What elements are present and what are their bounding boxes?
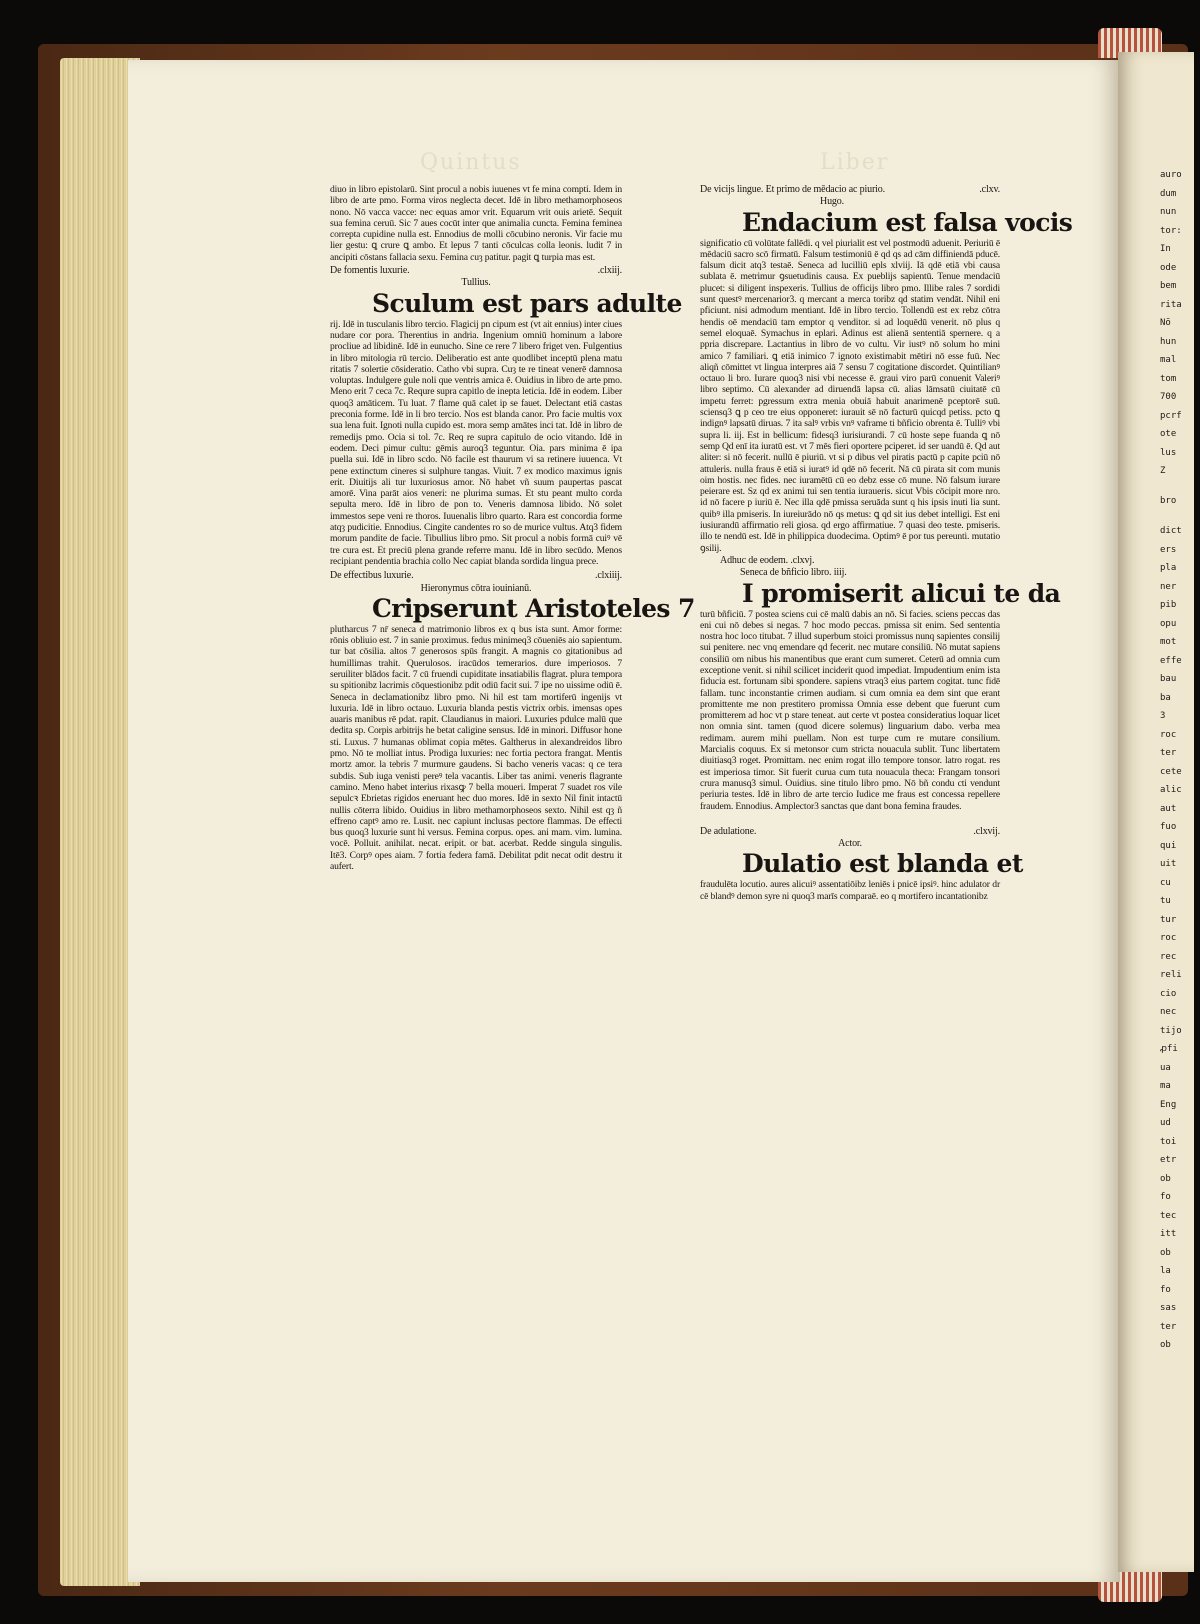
recto-text-fragment: ob xyxy=(1160,1340,1171,1350)
paragraph-adulatione: fraudulēta locutio. aures alicuiꝰ assentatiōibz leniēs i pnicē ipsiꝰ. hinc adulator dr cē blandꝰ demon syre ni quoq3 marīs comparaē. eo q mortifero incantationibz xyxy=(700,879,1000,902)
recto-text-fragment: fo xyxy=(1160,1284,1171,1295)
recto-text-fragment: ers xyxy=(1160,544,1177,555)
recto-text-fragment: roc xyxy=(1160,933,1177,943)
recto-text-fragment: 700 xyxy=(1160,392,1177,402)
recto-text-fragment: fuo xyxy=(1160,822,1177,832)
paragraph-mendacio: significatio cū volūtate fallēdi. q vel piurialit est vel postmodū aduenit. Periuriū ē mēdaciū sacro scō firmatū. Falsum testimoniū ē qd qs ad cām diffiniendā pducē. falsum dicit atq3 testaē. Seneca ad lucilliū epls xlviij. Iā qdē etiā vbi causa sublata ē. metrimur ꝯsuetudinis causa. Ex pueblijs sapientū. Tenue mendaciū plucet: si diligent inspexeris. Tullius de officijs libro pmo. Illibe rales 7 sordidi sunt questꝰ mercenarior3. q mercant a merca toribz qd statim vendāt. Nihil eni pficiunt. nisi admodum mentiant. Idē in libro tercio. Tollendū est ex rebz cōtra hendis oē mendaciū tam emptor q venditor. si ad loquēdū venerit. nō plus q semel eloquaē. Symachus in eplari. Adinus est alienā sententiā spernere. q a ppria discrepare. Lactantius in libro de vo cultu. Vir iustꝰ nō solum ho mini amico 7 familiari. ꝗ etiā inimico 7 ignoto existimabit mētiri nō esse fuū. Nec aliqñ cōmittet vt lingua interpres aiā 7 sensu 7 cogitatione discordet. Quintilianꝰ octauo li bro. Iurare quoq3 nisi vbi necesse ē. graui viro parū conuenit Valeriꝰ libro septimo. Cū alexander ad diruendā lapsa cū. alias lāmsatū ciuitatē cū impetu ferret: pgressum extra menia obuiā habuit anarimenē pceptorē suū. sciensq3 ꝗ p ceo tre eius opponeret: iurauit sē nō facturū quicqd petiss. pcto ꝗ indignꝰ lapsatū diruas. 7 ita salꝰ vrbis vnꝰ vaframe ti bñficio obrenta ē. Tulliꝰ vbi supra li. iij. Est in bellicum: fidesq3 iurisiurandi. 7 cū hoste sepe fuanda ꝗ nō semp Qd enī ita iuratū est. vt 7 mēs fieri oportere pciperet. id ser uandū ē. Qd aut aliter: si nō fecerit. nullū ē piuriū. vt si p dibus vel piratis pactū p capite pciū nō attuleris. nulla fraus ē etiā si iuratꝰ id qdē nō fecerit. Nā cū pirata sit com munis oim hostis. nec fides. nec iuramētū cū eo debz esse cō mune. Nō falsum iurare peierare est. Sz qd ex animi tui sen tentia iuraueris. sicut Vbis cōcipit more nro. id nō facere p iuriū ē. Nec illa qdē pmissa seruāda sunt q his ipsis inuti lia sunt. quibꝰ illa pmiseris. In iureiurādo nō qs metus: ꝗ qd sit ius debet intelligi. Est eni iusiurandū affirmatio reli giosa. qd ergo affirmatiue. 7 quasi deo teste. pmiseris. illo te nendū est. Idē in philippica duodecima. Optimꝰ ē por tus pereunti. mutatio ꝯsilij. xyxy=(700,237,1000,554)
author-hugo: Hugo. xyxy=(820,196,844,208)
recto-text-fragment: nec xyxy=(1160,1007,1177,1017)
recto-text-fragment: opu xyxy=(1160,618,1177,629)
recto-text-fragment: ba xyxy=(1160,692,1171,703)
recto-text-fragment: la xyxy=(1160,1266,1171,1276)
recto-text-fragment: tom xyxy=(1160,373,1177,384)
rubric-number: .clxiij. xyxy=(597,265,622,277)
heading-mendacium: Endacium est falsa vocis xyxy=(742,207,1073,237)
recto-text-fragment: tijo xyxy=(1160,1025,1182,1036)
recto-text-fragment: rita xyxy=(1160,299,1182,310)
recto-text-fragment: dict xyxy=(1160,526,1182,536)
recto-text-fragment: toi xyxy=(1160,1136,1177,1147)
rubric-title: De fomentis luxurie. xyxy=(330,265,410,277)
recto-text-fragment: bem xyxy=(1160,281,1177,291)
recto-text-fragment: Z xyxy=(1160,466,1166,476)
recto-text-fragment: dum xyxy=(1160,188,1177,199)
recto-text-fragment: fo xyxy=(1160,1192,1171,1202)
recto-text-fragment: mal xyxy=(1160,355,1177,365)
recto-text-fragment: In xyxy=(1160,244,1171,254)
recto-text-fragment: auro xyxy=(1160,170,1182,180)
right-text-column xyxy=(700,184,1073,902)
recto-text-fragment: ter xyxy=(1160,1321,1177,1332)
author-hieronymus: Hieronymus cōtra iouinianū. xyxy=(420,582,532,594)
recto-text-fragment: ob xyxy=(1160,1173,1171,1184)
paragraph-fomentis: rij. Idē in tusculanis libro tercio. Flagicij pn cipum est (vt ait ennius) inter ciues nudare cor pora. Therentius in andria. Ingenium omniū hominum a labore procliue ad libidinē. Idē in eunucho. Sine ce rere 7 libero friget ven. Fulgentius in libro mitologia rū tercio. Deliberatio est ante quodlibet inceptū plena matu ritatis 7 solertie cōsideratio. Catho vbi supra. Cuȝ te re tineat venerē damnosa voluptas. Indulgere gule noli que ventris amica ē. Ouidius in libro de arte pmo. Meno erit 7 ceca 7c. Requre supra capitlo de inepta leticia. Idē in eodem. Liber quoq3 amāticem. Tu luat. 7 flame quā calet ip se fauet. Delectant etiā castas preconia forme. Idē in li bro tercio. Nos est blanda canor. Pro facie multis vox sua lena fuit. Ignoti nulla cupido est. mora semp amātes inci tat. Idē in libro de remedijs pmo. Ocia si tol. 7c. Req re supra capitulo de ocio vitando. Idē in eodem. Deci pimur cultu: gēmis auroq3 teguntur. Oia. pars minima ē ipa puella sui. Idē in libro scdo. Nō facile est thaurum vi sa retinere iuuenca. Vt pene extinctum cineres si sulphure tangas. Viuit. 7 ex modico maximus ignis erit. Diuitijs ali tur luxuriosus amor. Nō habet vñ suum paupertas pascat amorē. Vina parāt aios veneri: ne plurima sumas. Et stu peant multo corda sepulta mero. Idē in libro de pon to. Veneris damnosa libido. Nō solet immestos sepe veni re thoros. Iuuenalis libro quarto. Rara est concordia forme atqȝ pudicitie. Ennodius. Cingite candentes ro so de murice vultus. Atq3 fidem morum pandite de facie. Tibullius libro pmo. Sit procul a nobis formā cuiꝰ vē tre cura est. Et preciū plena grande referre manu. Idē in libro secūdo. Menos recipiant pendentia brachia collo Nec capiat blanda sordida lingua prece. xyxy=(330,318,622,567)
recto-text-fragment: uit xyxy=(1160,859,1177,869)
author-tullius: Tullius. xyxy=(461,277,491,289)
chapter-rubric-fomentis xyxy=(330,265,622,276)
author-seneca: Seneca de bñficio libro. iiij. xyxy=(740,567,847,579)
recto-text-fragment: lus xyxy=(1160,447,1177,458)
recto-text-fragment: effe xyxy=(1160,655,1182,666)
recto-text-fragment: alic xyxy=(1160,785,1182,795)
recto-text-fragment: qui xyxy=(1160,840,1177,851)
recto-text-fragment: tur xyxy=(1160,914,1177,925)
recto-text-fragment: tor: xyxy=(1160,225,1182,236)
recto-text-fragment: Eng xyxy=(1160,1099,1177,1110)
recto-text-fragment: reli xyxy=(1160,970,1182,980)
recto-text-fragment: itt xyxy=(1160,1229,1177,1239)
recto-text-fragment: cete xyxy=(1160,766,1182,777)
heading-scripserunt: Cripserunt Aristoteles 7 xyxy=(372,593,695,623)
recto-text-fragment: pib xyxy=(1160,600,1177,610)
recto-text-fragment: ꝓfi xyxy=(1160,1044,1178,1054)
recto-text-fragment: ode xyxy=(1160,262,1177,273)
recto-text-fragment: 3 xyxy=(1160,711,1166,721)
heading-si-promiseris: I promiserit alicui te da xyxy=(742,578,1061,608)
chapter-rubric-effectibus xyxy=(330,570,622,581)
recto-text-fragment: pcrf xyxy=(1160,410,1182,421)
recto-text-fragment: ner xyxy=(1160,581,1177,592)
recto-text-fragment: ob xyxy=(1160,1247,1171,1258)
recto-text-fragment: ter xyxy=(1160,748,1177,758)
recto-text-fragment: mot xyxy=(1160,637,1177,647)
recto-text-fragment: ote xyxy=(1160,429,1177,439)
recto-text-fragment: aut xyxy=(1160,803,1177,814)
recto-text-fragment: tu xyxy=(1160,896,1171,906)
recto-text-fragment: hun xyxy=(1160,336,1177,347)
heading-adulatio: Dulatio est blanda et xyxy=(742,849,1023,879)
heading-osculum: Sculum est pars adulte xyxy=(372,288,682,318)
paragraph-effectibus: plutharcus 7 nr̄ seneca d matrimonio libros ex q bus ista sunt. Amor forme: rōnis obliuio est. 7 in sanie proximus. fedus minimeq3 cōueniēs aio sapientum. tur bat cōsilia. altos 7 generosos spūs frangit. A magnis co gitationibus ad humillimas trahit. Querulosos. iracūdos temerarios. dure imperiosos. 7 seruiliter blādos facit. 7 cū fruendi cupiditate insatiabilis flagrat. plura tempora su spitionibz lacrimis cōquestionibz pdit odiū facit sui. 7 ipe no uissime odiū ē. Seneca in declamationibz libro pmo. Ni hil est tam mortiferū ingenijs vt luxuria. Idē in libro octauo. Luxuria blanda pestis victrix orbis. imensas opes auaris manibus rē pdat. rapit. Claudianus in maiori. Luxuries pdulce malū que dedita sp. Corpis arbitrijs he betat caligine sensus. Idē in minori. Diffusor hone sti. Luxus. 7 humanas oblimat copia mētes. Galtherus in alexandreidos libro pmo. Nō te molliat intus. Prodiga luxuries: nec fortia pectora frangat. Mentis mortz amor. la tebris 7 murmure gaudens. Si bacho veneris vacas: q ce tera subdis. Sub iuga venisti pereꝰ tela vacantis. Liber tas animi. veneris flagrante camino. Meno habet interius rixasꝙ 7 bella moueri. Imperat 7 suadet ros vile sepulcꝛ Ebrietas rigidos eneruant hec duo mores. Idē in sexto Nil finit intactū nullis cōterra libido. Ouidius in libro methamorphoseos sexto. Nihil est qȝ ñ effreno captꝰ amo re. Lusit. nec capiunt inclusas pectore flammas. De effecti bus quoq3 luxurie sunt hi versus. Femina corpus. opes. ani mam. vim. lumina. vocē. Polluit. anihilat. necat. eripit. or bat. acerbat. Redde singula singulis. Itē3. Corpꝰ opes aiam. 7 fortia federa famā. Debilitat pdit necat odit destru it aufert. xyxy=(330,623,622,873)
recto-text-fragment: roc xyxy=(1160,729,1177,740)
recto-text-fragment: bau xyxy=(1160,674,1177,684)
opening-paragraph: diuo in libro epistolarū. Sint procul a nobis iuuenes vt fe mina compti. Idem in libro de arte pmo. Forma viros neglecta decet. Idē in libro methamorphoseos nono. Nō vacca vacce: nec equas amor vrit. Equarum vrit ouis arietē. Sequit sua femina ceruū. Sic 7 aues cocūt inter que animalia cuncta. Femina feminea correpta cupidine nulla est. Ennodius de molli cōcubino neronis. Vir facie mu lier gestu: ꝗ crure ꝗ ambo. Et lepus 7 tanti cōculcas colla leonis. ludit 7 in ancipiti cōstans fallacia sexu. Femina cuȝ patitur. pagit ꝗ turpia mas est. xyxy=(330,184,622,263)
recto-text-fragment: rec xyxy=(1160,951,1177,962)
recto-page-edge xyxy=(1118,52,1194,1572)
paragraph-beneficio: turū bñficiū. 7 postea sciens cui cē malū dabis an nō. Si facies. sciens peccas das eni cui nō debes si negas. 7 hoc modo peccas. pmissa sit enim. Sed sententia nostra hoc loco titubat. 7 illud superbum stoici promissus nunq sapientes consilij sui penitere. nec vnq emendare qd fecerit. nec mutare consiliū. Nō mutat sapiens consiliū om nibus his manentibus que erant cum sumeret. Ceterū ad omnia cum exceptione venit. si nihil scilicet inciderit quod impediat. Impudentium enim ista fiducia est. fortunam sibi spondere. sapiens vtraq3 eius partem cogitat. tunc fidē fallam. tunc inconstantie crimen audiam. si cum omnia ea dem sint que erant promittente me non prestitero promissa Omnia esse debent que fuerunt cum promitterem ad hoc vt p stare teneat. aut certe vt postea consideratius loquar licet non omnia sint. tamen (quod dicere solemus) linguarium dabo. verba mea redimam. aurem mihi puellam. Non est turpe cum re mutare consilium. Marcialis coquus. Ex si metonsor cum stricta nouacula sublit. Tunc libertatem diuitiasq3 roget. Promittam. nec enim rogat illo tempore tonsor. latro rogat. res est imperiosa timor. Sit fuerit curua cum tuta nouacula theca: Frangam tonsori crura manusq3 simul. Ouidius. sine titulo libro pmo. Nō bñ condu cti vendunt periuria testes. Idē in libro de arte tercio Iudice me fraus est concessa repellere fraudem. Ennodius. Amplector3 sanctas que dant bona femina fraudes. xyxy=(700,608,1000,812)
author-actor: Actor. xyxy=(838,838,862,850)
recto-text-fragment: sas xyxy=(1160,1303,1177,1313)
recto-text-fragment: nun xyxy=(1160,207,1177,217)
recto-text-fragment: ua xyxy=(1160,1062,1171,1073)
recto-text-fragment: etr xyxy=(1160,1155,1177,1165)
rubric-number: .clxvij. xyxy=(973,825,1000,837)
rubric-title: De effectibus luxurie. xyxy=(330,570,414,582)
recto-text-fragment: tec xyxy=(1160,1210,1177,1221)
adhuc-de-eodem: Adhuc de eodem. .clxvj. xyxy=(720,554,815,566)
rubric-number: .clxiiij. xyxy=(595,570,622,582)
recto-text-fragment: Nō xyxy=(1160,318,1171,328)
rubric-number: .clxv. xyxy=(979,184,1000,195)
recto-text-fragment: ma xyxy=(1160,1081,1171,1091)
show-through-running-head-left: Quintus xyxy=(420,150,522,175)
recto-text-fragment: pla xyxy=(1160,563,1177,573)
recto-text-fragment: ud xyxy=(1160,1118,1171,1128)
recto-text-fragment: cu xyxy=(1160,877,1171,888)
rubric-title: De vicijs lingue. Et primo de mēdacio ac piurio. xyxy=(700,184,885,195)
chapter-rubric-vicijs-lingue xyxy=(700,184,1000,195)
recto-text-fragment: cio xyxy=(1160,988,1177,999)
recto-text-fragment: bro xyxy=(1160,496,1177,506)
left-text-column xyxy=(330,184,695,873)
rubric-title: De adulatione. xyxy=(700,825,757,837)
show-through-running-head-right: Liber xyxy=(820,150,890,175)
chapter-rubric-adulatione xyxy=(700,826,1000,837)
